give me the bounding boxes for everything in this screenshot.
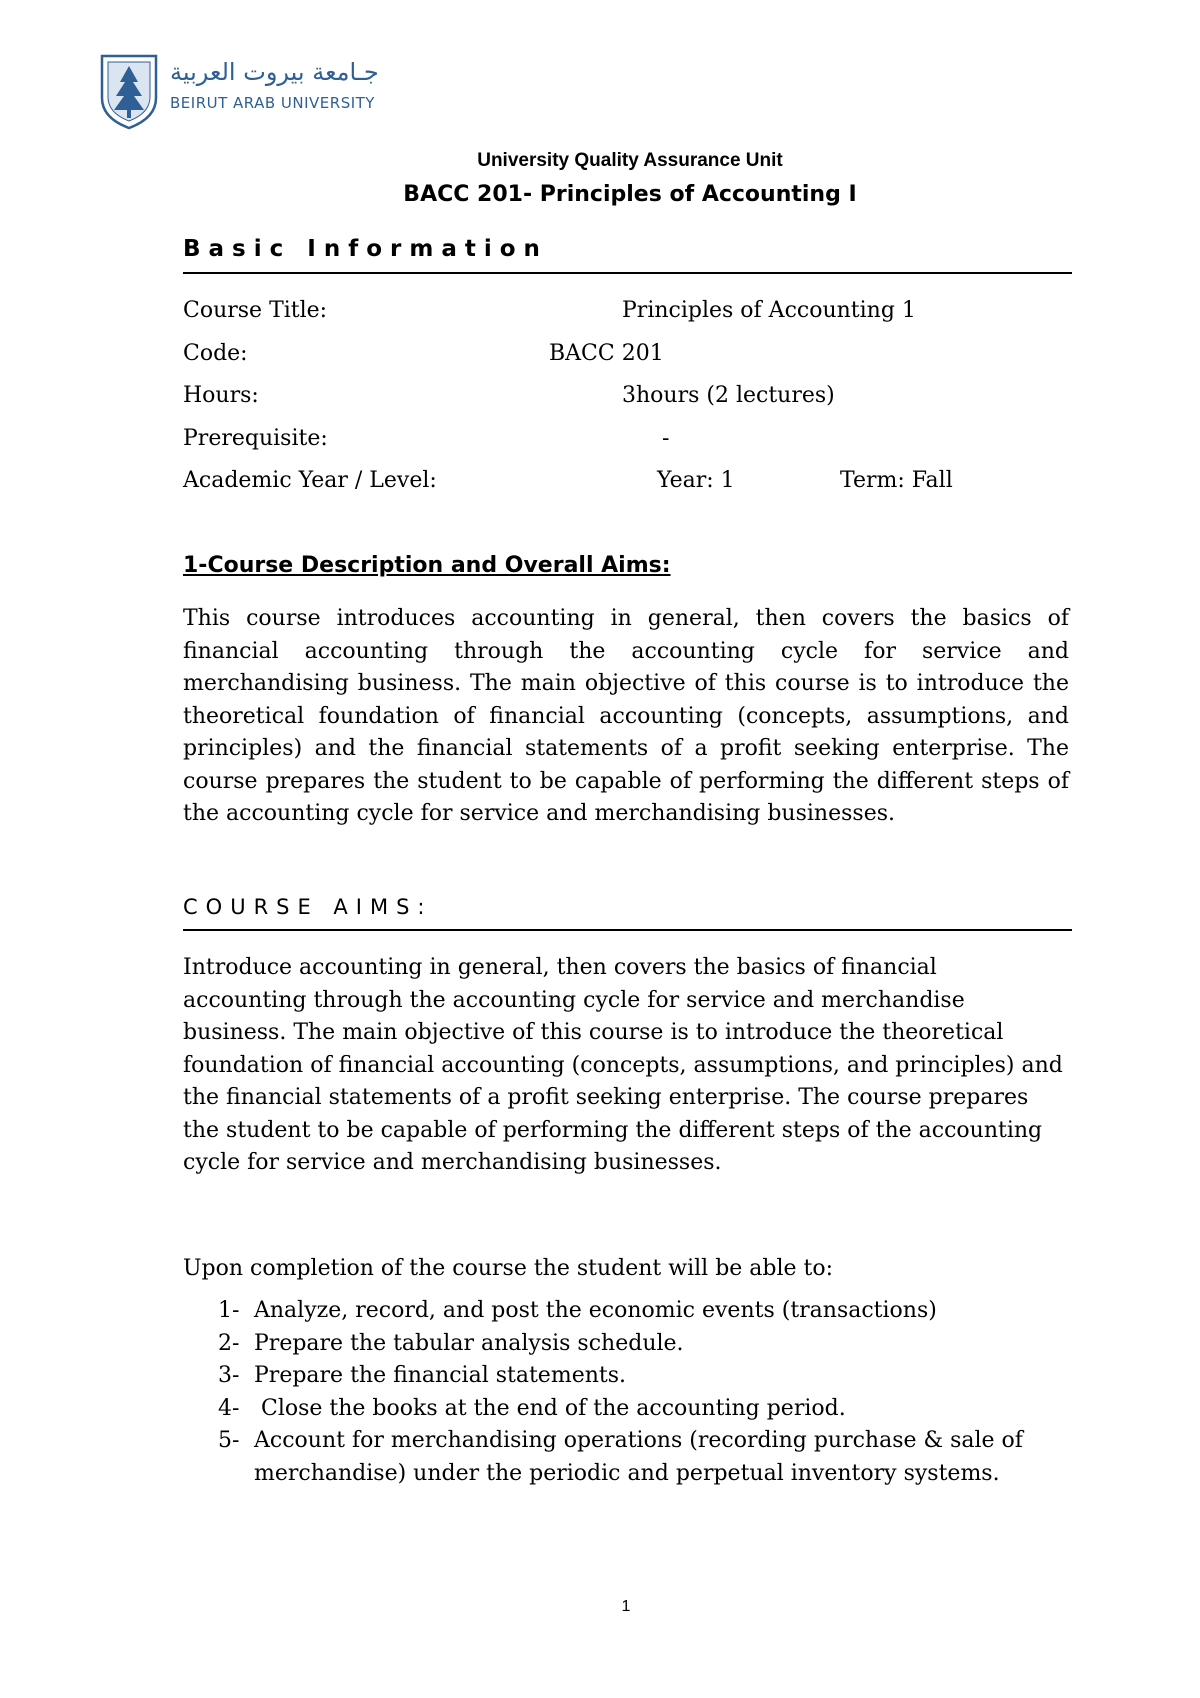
info-value: Principles of Accounting 1	[622, 298, 916, 323]
course-description-text: This course introduces accounting in general, then covers the basics of financial accounting through the accounting cycle for service and merchandising business. The main objective of this course is to introduce the theoretical foundation of financial accounting (concepts, assumptions, and principles) and the financial statements of a profit seeking enterprise. The course prepares the student to be capable of performing the different steps of the accounting cycle for service and merchandising businesses.	[183, 606, 1069, 826]
page-number: 1	[621, 1598, 631, 1615]
list-item-number: 2-	[218, 1330, 240, 1356]
university-crest-icon	[98, 52, 160, 130]
list-item-text: Account for merchandising operations (recording purchase & sale of merchandise) under the periodic and perpetual inventory systems.	[254, 1428, 1023, 1486]
course-description-heading: 1-Course Description and Overall Aims:	[183, 553, 671, 578]
unit-title: University Quality Assurance Unit	[477, 150, 783, 171]
info-label: Prerequisite:	[183, 426, 328, 451]
list-item-text: Prepare the tabular analysis schedule.	[254, 1330, 684, 1356]
list-item-number: 4-	[218, 1395, 240, 1421]
info-value: Year: 1	[657, 468, 735, 493]
basic-information-heading: Basic Information	[183, 236, 1072, 274]
university-logo	[98, 52, 398, 132]
logo-english-text: BEIRUT ARAB UNIVERSITY	[170, 94, 375, 112]
info-value: -	[662, 426, 670, 451]
list-item-text: Prepare the financial statements.	[254, 1363, 627, 1388]
list-item	[218, 1295, 1078, 1328]
list-item-number: 5-	[218, 1428, 240, 1453]
info-value-term: Term: Fall	[840, 468, 953, 493]
list-item-number: 1-	[218, 1298, 240, 1323]
info-label: Code:	[183, 341, 248, 366]
list-item-text: Analyze, record, and post the economic events (transactions)	[254, 1298, 937, 1323]
info-value: 3hours (2 lectures)	[622, 383, 835, 408]
list-item	[218, 1360, 1078, 1393]
list-item	[218, 1425, 1078, 1490]
course-aims-text: Introduce accounting in general, then covers the basics of financial accounting through the accounting cycle for service and merchandise business. The main objective of this course is to introduce the theoretical foundation of financial accounting (concepts, assumptions, and principles) and the financial statements of a profit seeking enterprise. The course prepares the student to be capable of performing the different steps of the accounting cycle for service and merchandising businesses.	[183, 955, 1063, 1175]
info-value: BACC 201	[549, 341, 664, 366]
list-item-number: 3-	[218, 1363, 240, 1388]
outcomes-intro: Upon completion of the course the student will be able to:	[183, 1256, 834, 1281]
info-label: Hours:	[183, 383, 259, 408]
outcomes-list	[218, 1295, 1078, 1490]
course-aims-heading: COURSE AIMS:	[183, 895, 1072, 931]
list-item	[218, 1328, 1078, 1361]
info-label: Course Title:	[183, 298, 328, 323]
list-item	[218, 1393, 1078, 1426]
info-label: Academic Year / Level:	[183, 468, 437, 493]
document-title: BACC 201- Principles of Accounting I	[403, 182, 857, 207]
list-item-text: Close the books at the end of the accounting period.	[254, 1395, 846, 1421]
logo-arabic-text: جـامعة بيروت العربية	[170, 58, 379, 86]
